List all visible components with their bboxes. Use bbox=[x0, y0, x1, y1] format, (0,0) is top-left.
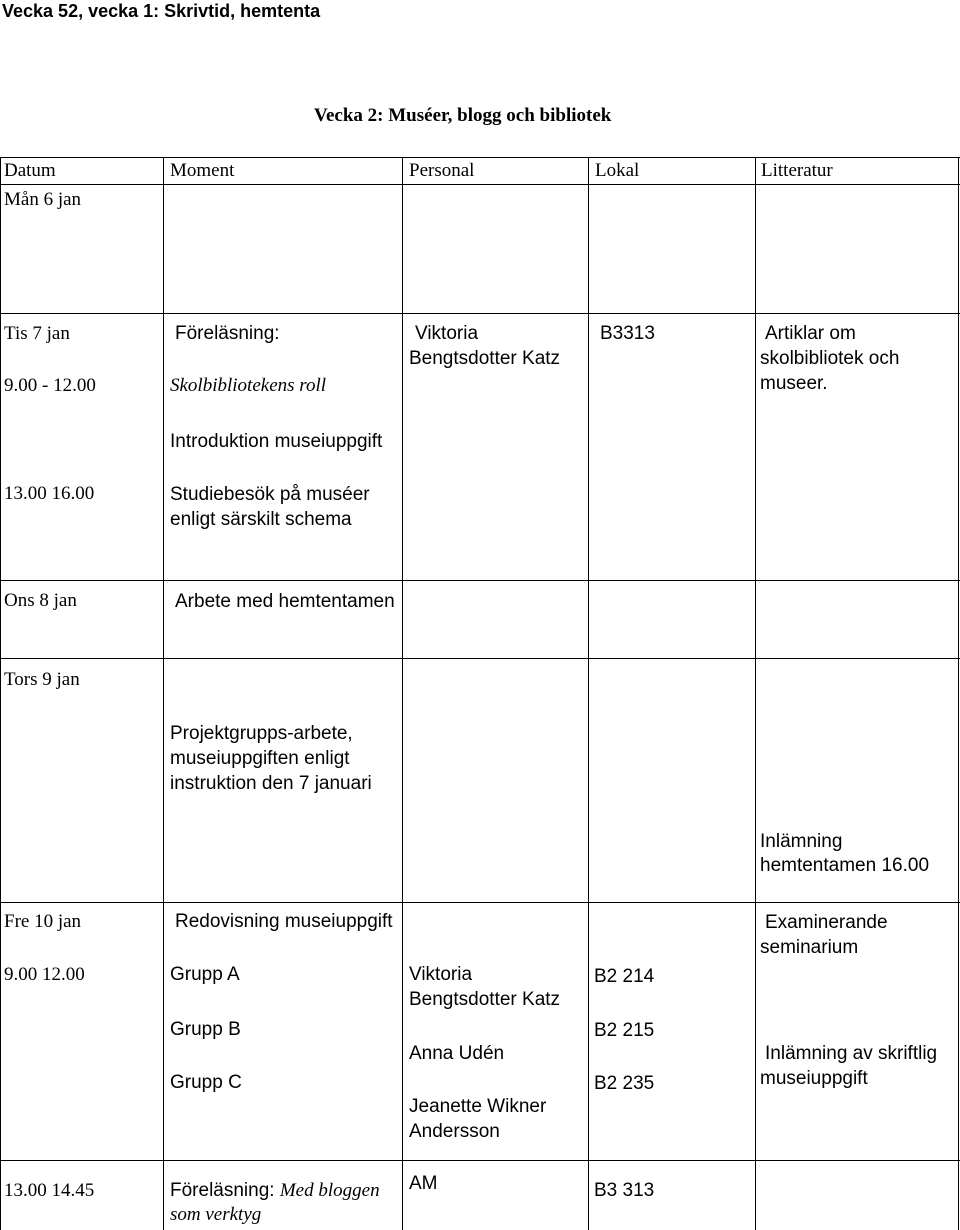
column-header-datum: Datum bbox=[4, 160, 56, 181]
row-divider-wed bbox=[0, 658, 960, 659]
heading-week2: Vecka 2: Muséer, blogg och bibliotek bbox=[314, 105, 612, 126]
tue-staff-line1: Viktoria bbox=[415, 323, 479, 344]
column-header-personal: Personal bbox=[409, 160, 475, 181]
fri-room-2: B2 215 bbox=[594, 1020, 655, 1041]
row-divider-thu bbox=[0, 902, 960, 903]
fri-group-b: Grupp B bbox=[170, 1019, 241, 1040]
fri-lit2-line1: Inlämning av skriftlig bbox=[765, 1043, 938, 1064]
wed-moment: Arbete med hemtentamen bbox=[175, 591, 395, 612]
table-left-border bbox=[0, 157, 1, 1230]
column-divider-4 bbox=[755, 157, 756, 1230]
fri-group-c: Grupp C bbox=[170, 1072, 242, 1093]
fri-time-afternoon: 13.00 14.45 bbox=[4, 1180, 95, 1201]
fri-lit1-line2: seminarium bbox=[760, 937, 859, 958]
fri-date: Fre 10 jan bbox=[4, 911, 82, 932]
fri-lit2-line2: museiuppgift bbox=[760, 1068, 868, 1089]
thu-lit-line2: hemtentamen 16.00 bbox=[760, 855, 930, 876]
fri-moment: Redovisning museiuppgift bbox=[175, 911, 393, 932]
fri-room-3: B2 235 bbox=[594, 1073, 655, 1094]
tue-moment-title: Skolbibliotekens roll bbox=[170, 375, 327, 396]
column-header-moment: Moment bbox=[170, 160, 235, 181]
column-divider-1 bbox=[163, 157, 164, 1230]
thu-date: Tors 9 jan bbox=[4, 669, 80, 690]
thu-moment-line3: instruktion den 7 januari bbox=[170, 773, 372, 794]
tue-intro: Introduktion museiuppgift bbox=[170, 431, 383, 452]
fri-staff-c-line1: Jeanette Wikner bbox=[409, 1096, 547, 1117]
row-divider-mon bbox=[0, 313, 960, 314]
thu-moment-line1: Projektgrupps-arbete, bbox=[170, 723, 353, 744]
column-header-lokal: Lokal bbox=[595, 160, 640, 181]
tue-time-morning: 9.00 - 12.00 bbox=[4, 375, 96, 396]
tue-staff-line2: Bengtsdotter Katz bbox=[409, 348, 561, 369]
tue-lit-line3: museer. bbox=[760, 373, 828, 394]
fri-lecture-title-line2: som verktyg bbox=[170, 1204, 262, 1225]
row-divider-fri bbox=[0, 1160, 960, 1161]
tue-date: Tis 7 jan bbox=[4, 323, 70, 344]
fri-room-1: B2 214 bbox=[594, 966, 655, 987]
column-divider-2 bbox=[402, 157, 403, 1230]
thu-lit-line1: Inlämning bbox=[760, 831, 843, 852]
fri-staff-a-line1: Viktoria bbox=[409, 964, 473, 985]
fri-staff-b: Anna Udén bbox=[409, 1043, 505, 1064]
fri-lecture-room: B3 313 bbox=[594, 1180, 655, 1201]
heading-week52: Vecka 52, vecka 1: Skrivtid, hemtenta bbox=[2, 1, 321, 21]
row-divider-header bbox=[0, 184, 960, 185]
tue-room: B3313 bbox=[600, 323, 655, 344]
tue-time-afternoon: 13.00 16.00 bbox=[4, 483, 95, 504]
fri-lit1-line1: Examinerande bbox=[765, 912, 888, 933]
fri-lecture-title-line1: Med bloggen bbox=[279, 1180, 380, 1201]
column-header-litteratur: Litteratur bbox=[761, 160, 833, 181]
row-divider-tue bbox=[0, 580, 960, 581]
fri-staff-a-line2: Bengtsdotter Katz bbox=[409, 989, 561, 1010]
tue-visit-line2: enligt särskilt schema bbox=[170, 509, 352, 530]
fri-lecture-label-text: Föreläsning: bbox=[170, 1180, 275, 1201]
table-right-border bbox=[958, 157, 959, 1230]
tue-moment-label: Föreläsning: bbox=[175, 323, 280, 344]
fri-lecture-label bbox=[170, 1178, 380, 1204]
fri-group-a: Grupp A bbox=[170, 964, 240, 985]
wed-date: Ons 8 jan bbox=[4, 590, 77, 611]
thu-moment-line2: museiuppgiften enligt bbox=[170, 748, 350, 769]
fri-staff-c-line2: Andersson bbox=[409, 1121, 500, 1142]
tue-lit-line2: skolbibliotek och bbox=[760, 348, 900, 369]
fri-lecture-staff: AM bbox=[409, 1173, 438, 1194]
column-divider-3 bbox=[588, 157, 589, 1230]
mon-date: Mån 6 jan bbox=[4, 189, 82, 210]
tue-lit-line1: Artiklar om bbox=[765, 323, 856, 344]
fri-time-morning: 9.00 12.00 bbox=[4, 964, 85, 985]
tue-visit-line1: Studiebesök på muséer bbox=[170, 484, 370, 505]
